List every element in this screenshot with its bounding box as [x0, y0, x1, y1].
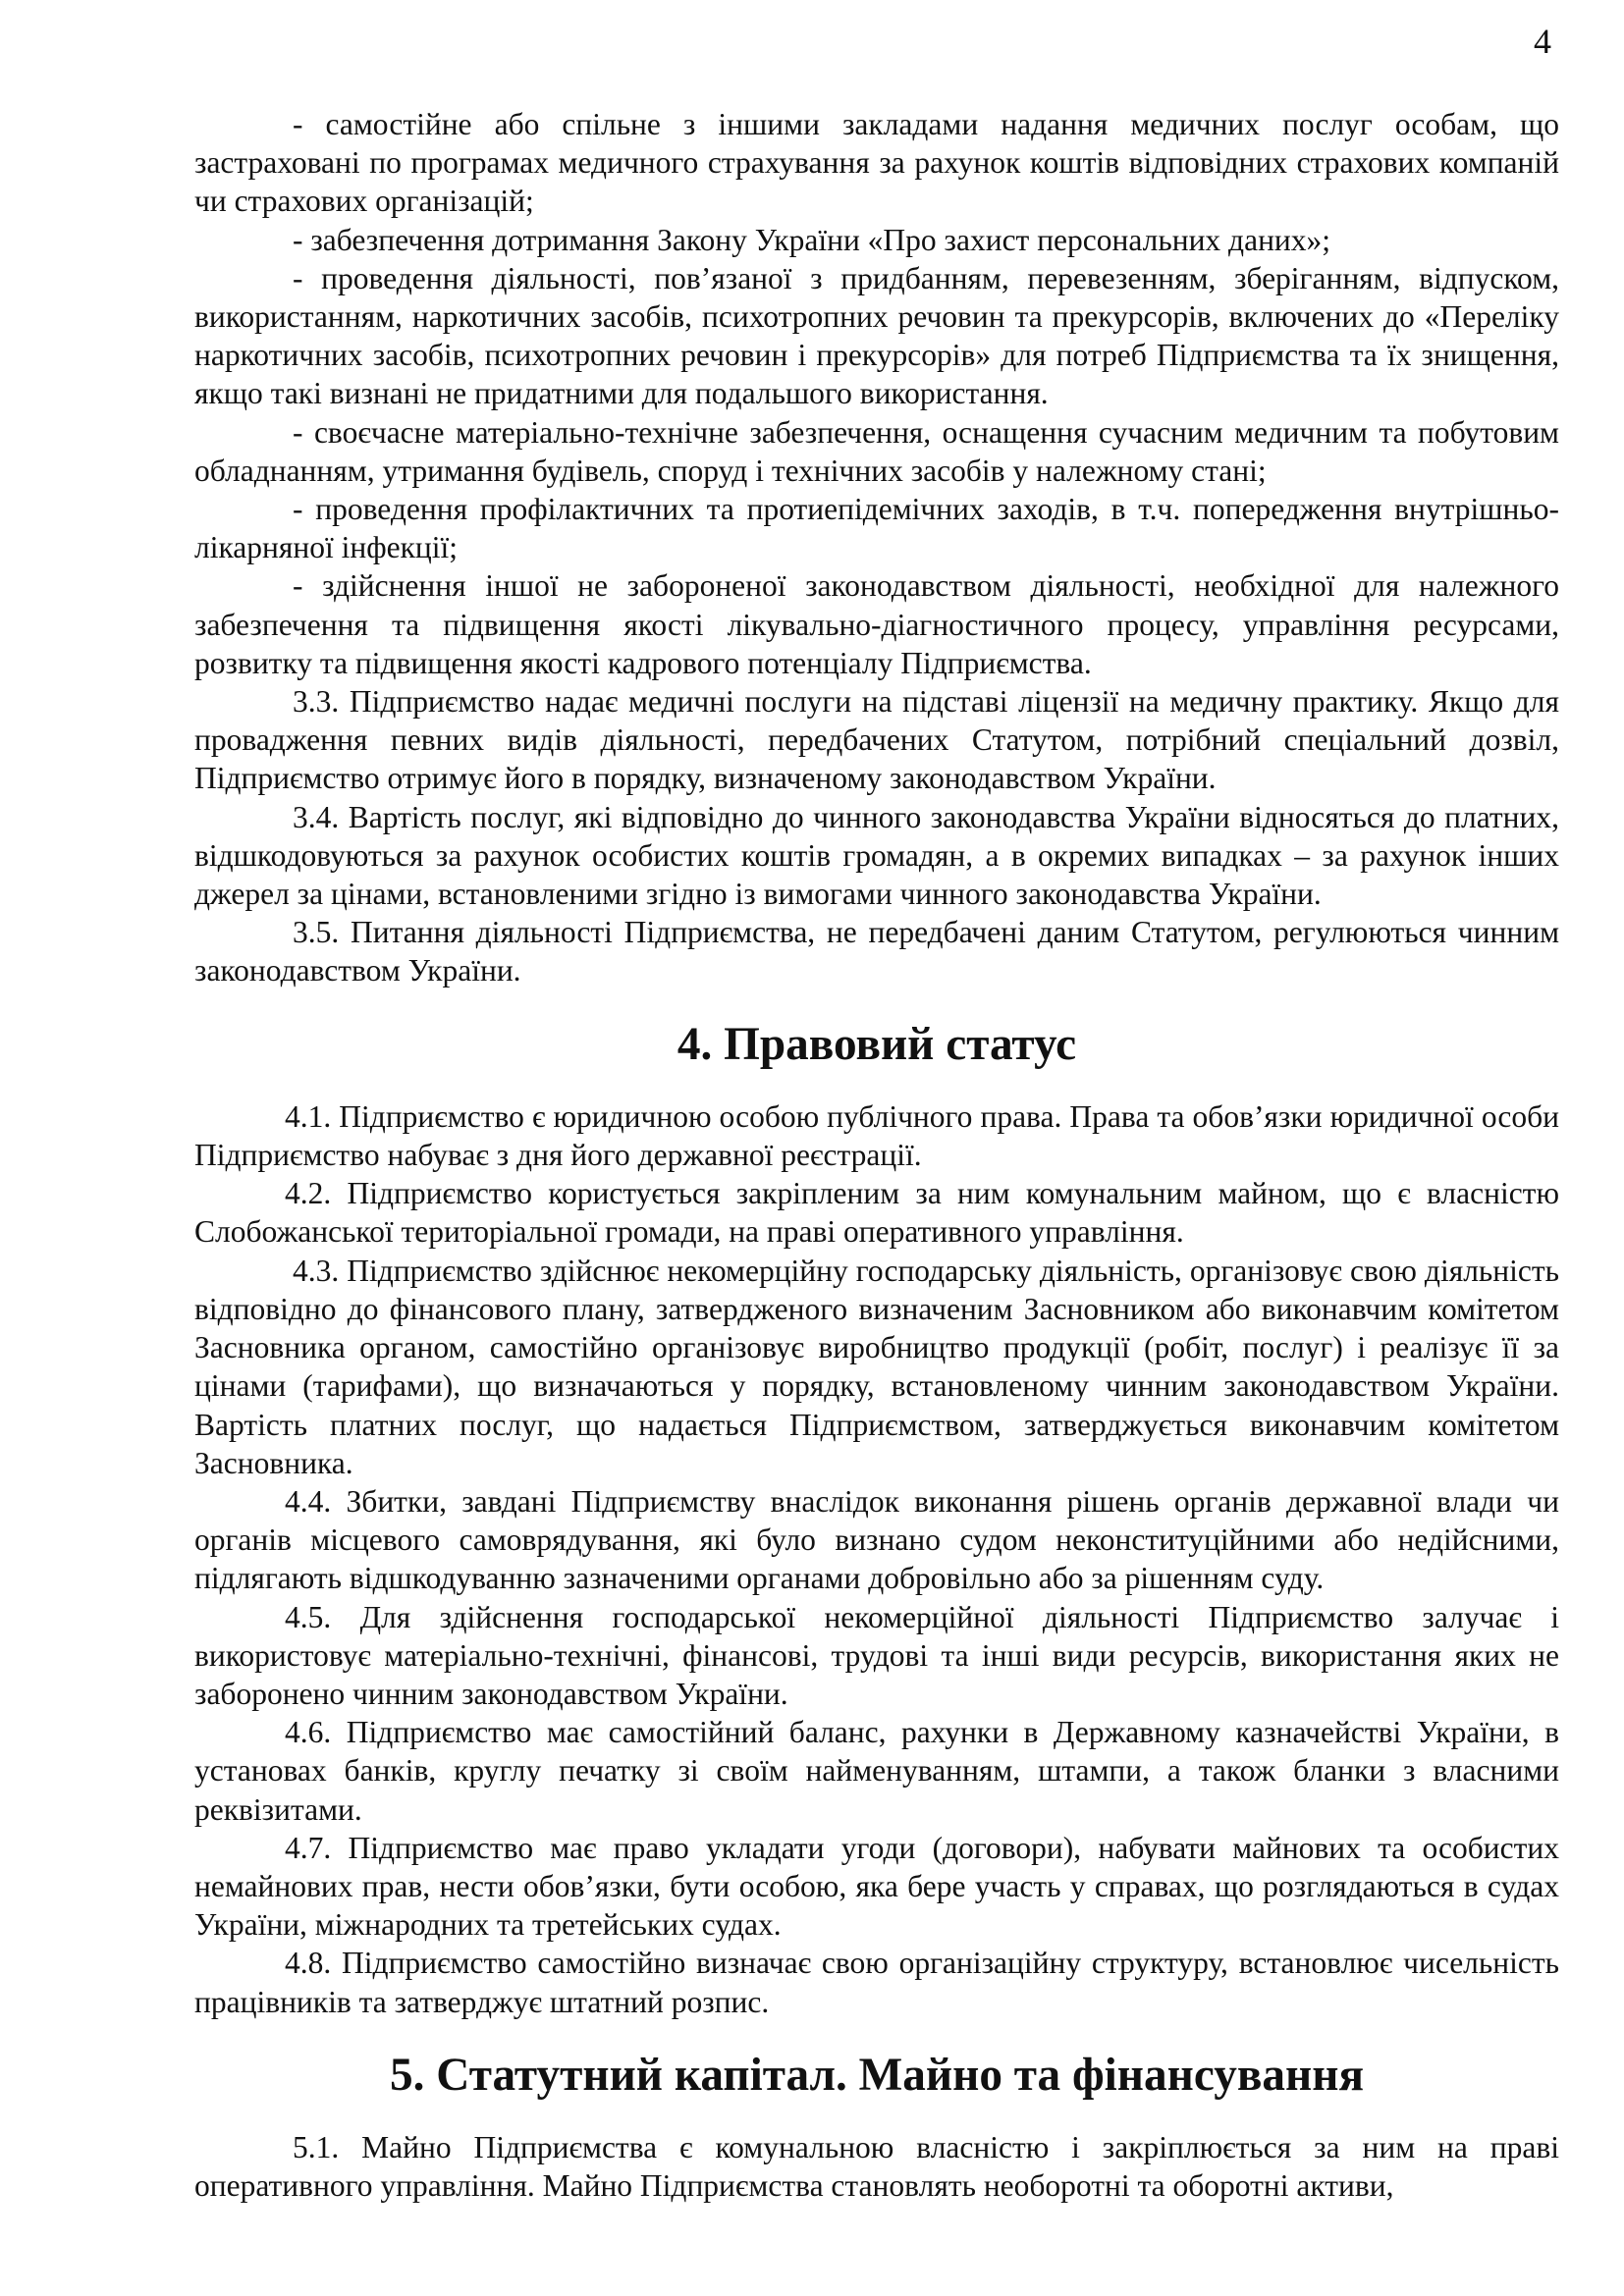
- list-item-other-activity: - здійснення іншої не забороненої законодавством діяльності, необхідної для належного забезпечення та підвищення якості лікувально-діагностичного процесу, управління ресурсами, розвитку та підвищення якості кадрового потенціалу Підприємства.: [194, 568, 1559, 680]
- list-item-equipment: - своєчасне матеріально-технічне забезпечення, оснащення сучасним медичним та побутовим обладнанням, утримання будівель, споруд і технічних засобів у належному стані;: [194, 414, 1559, 488]
- document-body: [194, 105, 1559, 2205]
- list-item-narcotics: - проведення діяльності, пов’язаної з придбанням, перевезенням, зберіганням, відпуском, використанням, наркотичних засобів, психотропних речовин та прекурсорів, включених до «Переліку наркотичних засобів, психотропних речовин і прекурсорів» для потреб Підприємства та їх знищення, якщо такі визнані не придатними для подальшого використання.: [194, 260, 1559, 411]
- clause-4-6: 4.6. Підприємство має самостійний баланс, рахунки в Державному казначействі України, в установах банків, круглу печатку зі своїм найменуванням, штампи, а також бланки з власними реквізитами.: [194, 1715, 1559, 1827]
- clause-4-8: 4.8. Підприємство самостійно визначає свою організаційну структуру, встановлює чисельність працівників та затверджує штатний розпис.: [194, 1946, 1559, 2019]
- list-item-insured-services: - самостійне або спільне з іншими закладами надання медичних послуг особам, що застраховані по програмах медичного страхування за рахунок коштів відповідних страхових компаній чи страхових організацій;: [194, 107, 1559, 219]
- clause-3-3: 3.3. Підприємство надає медичні послуги на підставі ліцензії на медичну практику. Якщо для провадження певних видів діяльності, передбачених Статутом, потрібний спеціальний дозвіл, Підприємство отримує його в порядку, визначеному законодавством України.: [194, 684, 1559, 796]
- section-4-title: 4. Правовий статус: [677, 1018, 1077, 1070]
- clause-4-5: 4.5. Для здійснення господарської некомерційної діяльності Підприємство залучає і використовує матеріально-технічні, фінансові, трудові та інші види ресурсів, використання яких не заборонено чинним законодавством України.: [194, 1599, 1559, 1711]
- page-number: 4: [1534, 22, 1551, 61]
- clause-5-1: 5.1. Майно Підприємства є комунальною власністю і закріплюється за ним на праві оперативного управління. Майно Підприємства становлять необоротні та оборотні активи,: [194, 2129, 1559, 2204]
- clause-4-7: 4.7. Підприємство має право укладати угоди (договори), набувати майнових та особистих немайнових прав, нести обов’язки, бути особою, яка бере участь у справах, що розглядаються в судах України, міжнародних та третейських судах.: [194, 1830, 1559, 1943]
- section-5-title: 5. Статутний капітал. Майно та фінансування: [389, 2049, 1365, 2101]
- list-item-data-protection: - забезпечення дотримання Закону України «Про захист персональних даних»;: [293, 222, 1331, 257]
- clause-3-4: 3.4. Вартість послуг, які відповідно до чинного законодавства України відносяться до платних, відшкодовуються за рахунок особистих коштів громадян, а в окремих випадках – за рахунок інших джерел за цінами, встановленими згідно із вимогами чинного законодавства України.: [194, 799, 1559, 912]
- clause-4-3: 4.3. Підприємство здійснює некомерційну господарську діяльність, організовує свою діяльність відповідно до фінансового плану, затвердженого визначеним Засновником або виконавчим комітетом Засновника органом, самостійно організовує виробництво продукції (робіт, послуг) і реалізує її за цінами (тарифами), що визначаються у порядку, встановленому чинним законодавством України. Вартість платних послуг, що надається Підприємством, затверджується виконавчим комітетом Засновника.: [194, 1253, 1559, 1480]
- clause-3-5: 3.5. Питання діяльності Підприємства, не передбачені даним Статутом, регулюються чинним законодавством України.: [194, 915, 1559, 988]
- clause-4-4: 4.4. Збитки, завдані Підприємству внаслідок виконання рішень органів державної влади чи органів місцевого самоврядування, які було визнано судом неконституційними або недійсними, підлягають відшкодуванню зазначеними органами добровільно або за рішенням суду.: [194, 1483, 1559, 1596]
- clause-4-2: 4.2. Підприємство користується закріпленим за ним комунальним майном, що є власністю Слобожанської територіальної громади, на праві оперативного управління.: [194, 1176, 1559, 1250]
- clause-4-1: 4.1. Підприємство є юридичною особою публічного права. Права та обов’язки юридичної особи Підприємство набуває з дня його державної реєстрації.: [194, 1098, 1559, 1173]
- list-item-prevention: - проведення профілактичних та протиепідемічних заходів, в т.ч. попередження внутрішньо-лікарняної інфекції;: [194, 492, 1559, 565]
